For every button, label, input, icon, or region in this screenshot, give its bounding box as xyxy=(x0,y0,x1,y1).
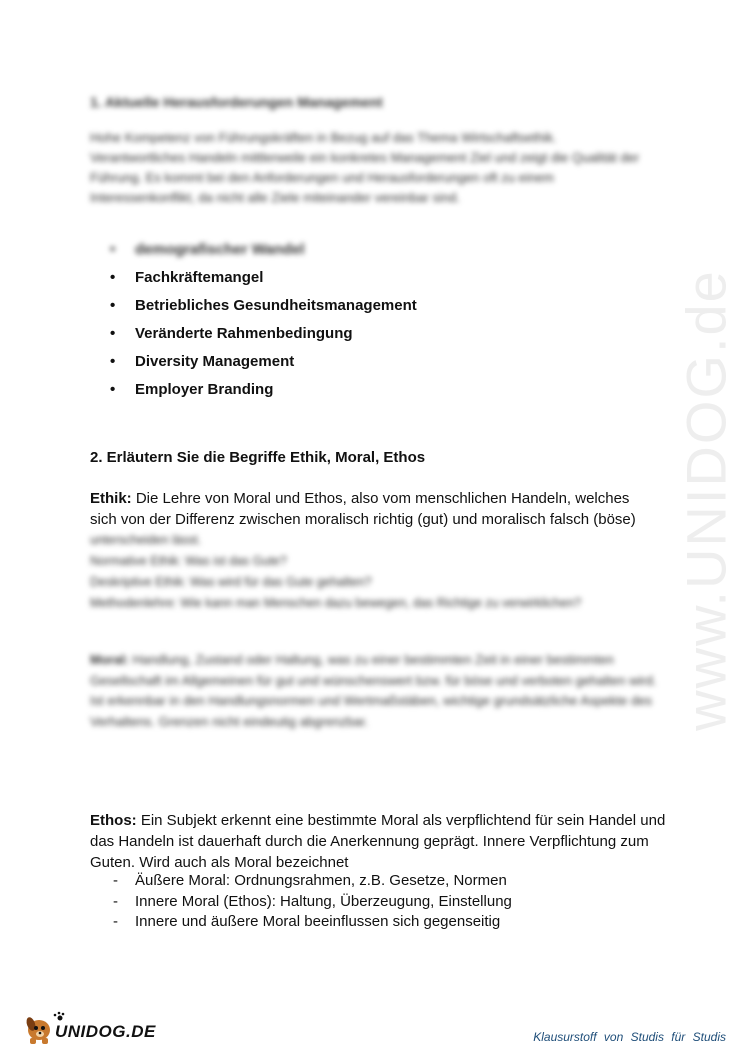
ethik-paragraph xyxy=(90,488,660,530)
paw-icon xyxy=(54,1012,65,1021)
list-item: • demografischer Wandel xyxy=(90,240,610,268)
ethos-paragraph xyxy=(90,810,680,873)
list-item: - Äußere Moral: Ordnungsrahmen, z.B. Gesetze, Normen xyxy=(90,871,610,892)
ethik-detail-line: Deskriptive Ethik: Was wird für das Gute gehalten? xyxy=(90,575,372,589)
ethik-details xyxy=(90,530,660,614)
footer-note: Klausurstoff von Studis für Studis xyxy=(533,1030,726,1044)
ethik-text: Die Lehre von Moral und Ethos, also vom menschlichen Handeln, welches sich von der Differenz zwischen moralisch richtig (gut) und moralisch falsch (böse) xyxy=(90,490,636,528)
ethik-label: Ethik: xyxy=(90,490,132,507)
moral-label: Moral: xyxy=(90,652,129,667)
list-item: - Innere Moral (Ethos): Haltung, Überzeugung, Einstellung xyxy=(90,892,610,913)
list-item: • Betriebliches Gesundheitsmanagement xyxy=(90,296,610,324)
challenges-list xyxy=(90,240,610,408)
ethos-text: Ein Subjekt erkennt eine bestimmte Moral als verpflichtend für sein Handel und das Handeln ist dauerhaft durch die Anerkennung geprägt. Innere Verpflichtung zum Guten. Wird auch als Moral bezeichnet xyxy=(90,812,666,871)
list-item: • Employer Branding xyxy=(90,380,610,408)
list-item: - Innere und äußere Moral beeinflussen sich gegenseitig xyxy=(90,912,610,933)
logo-wordmark: UNIDOG.DE xyxy=(55,1022,156,1041)
list-item: • Diversity Management xyxy=(90,352,610,380)
moral-text: Handlung, Zustand oder Haltung, was zu einer bestimmten Zeit in einer bestimmten Gesellschaft im Allgemeinen für gut und wünschenswert bzw. für böse und verboten gehalten wird. Ist erkennbar in den Handlungsnormen und Wertmaßstäben, wichtige grundsätzliche Aspekte des Verhaltens. Grenzen nicht eindeutig abgrenzbar. xyxy=(90,652,657,729)
ethik-detail-line: unterscheiden lässt. xyxy=(90,533,202,547)
section1-heading: 1. Aktuelle Herausforderungen Management xyxy=(90,94,383,110)
list-item: • Fachkräftemangel xyxy=(90,268,610,296)
ethik-detail-line: Methodenlehre: Wie kann man Menschen dazu bewegen, das Richtige zu verwirklichen? xyxy=(90,596,582,610)
dog-mascot-icon xyxy=(25,1016,50,1044)
moral-paragraph xyxy=(90,650,660,732)
ethos-label: Ethos: xyxy=(90,812,137,829)
ethik-detail-line: Normative Ethik: Was ist das Gute? xyxy=(90,554,287,568)
watermark: www.UNIDOG.de xyxy=(674,269,738,731)
list-item: • Veränderte Rahmenbedingung xyxy=(90,324,610,352)
section2-heading: 2. Erläutern Sie die Begriffe Ethik, Moral, Ethos xyxy=(90,449,426,466)
ethos-points-list xyxy=(90,871,610,933)
section1-intro: Hohe Kompetenz von Führungskräften in Bezug auf das Thema Wirtschaftsethik. Verantwortliches Handeln mittlerweile ein konkretes Management Ziel und zeigt die Qualität der Führung. Es kommt bei den Anforderungen und Herausforderungen oft zu einem Interessenkonflikt, da nicht alle Ziele miteinander vereinbar sind. xyxy=(90,130,640,205)
